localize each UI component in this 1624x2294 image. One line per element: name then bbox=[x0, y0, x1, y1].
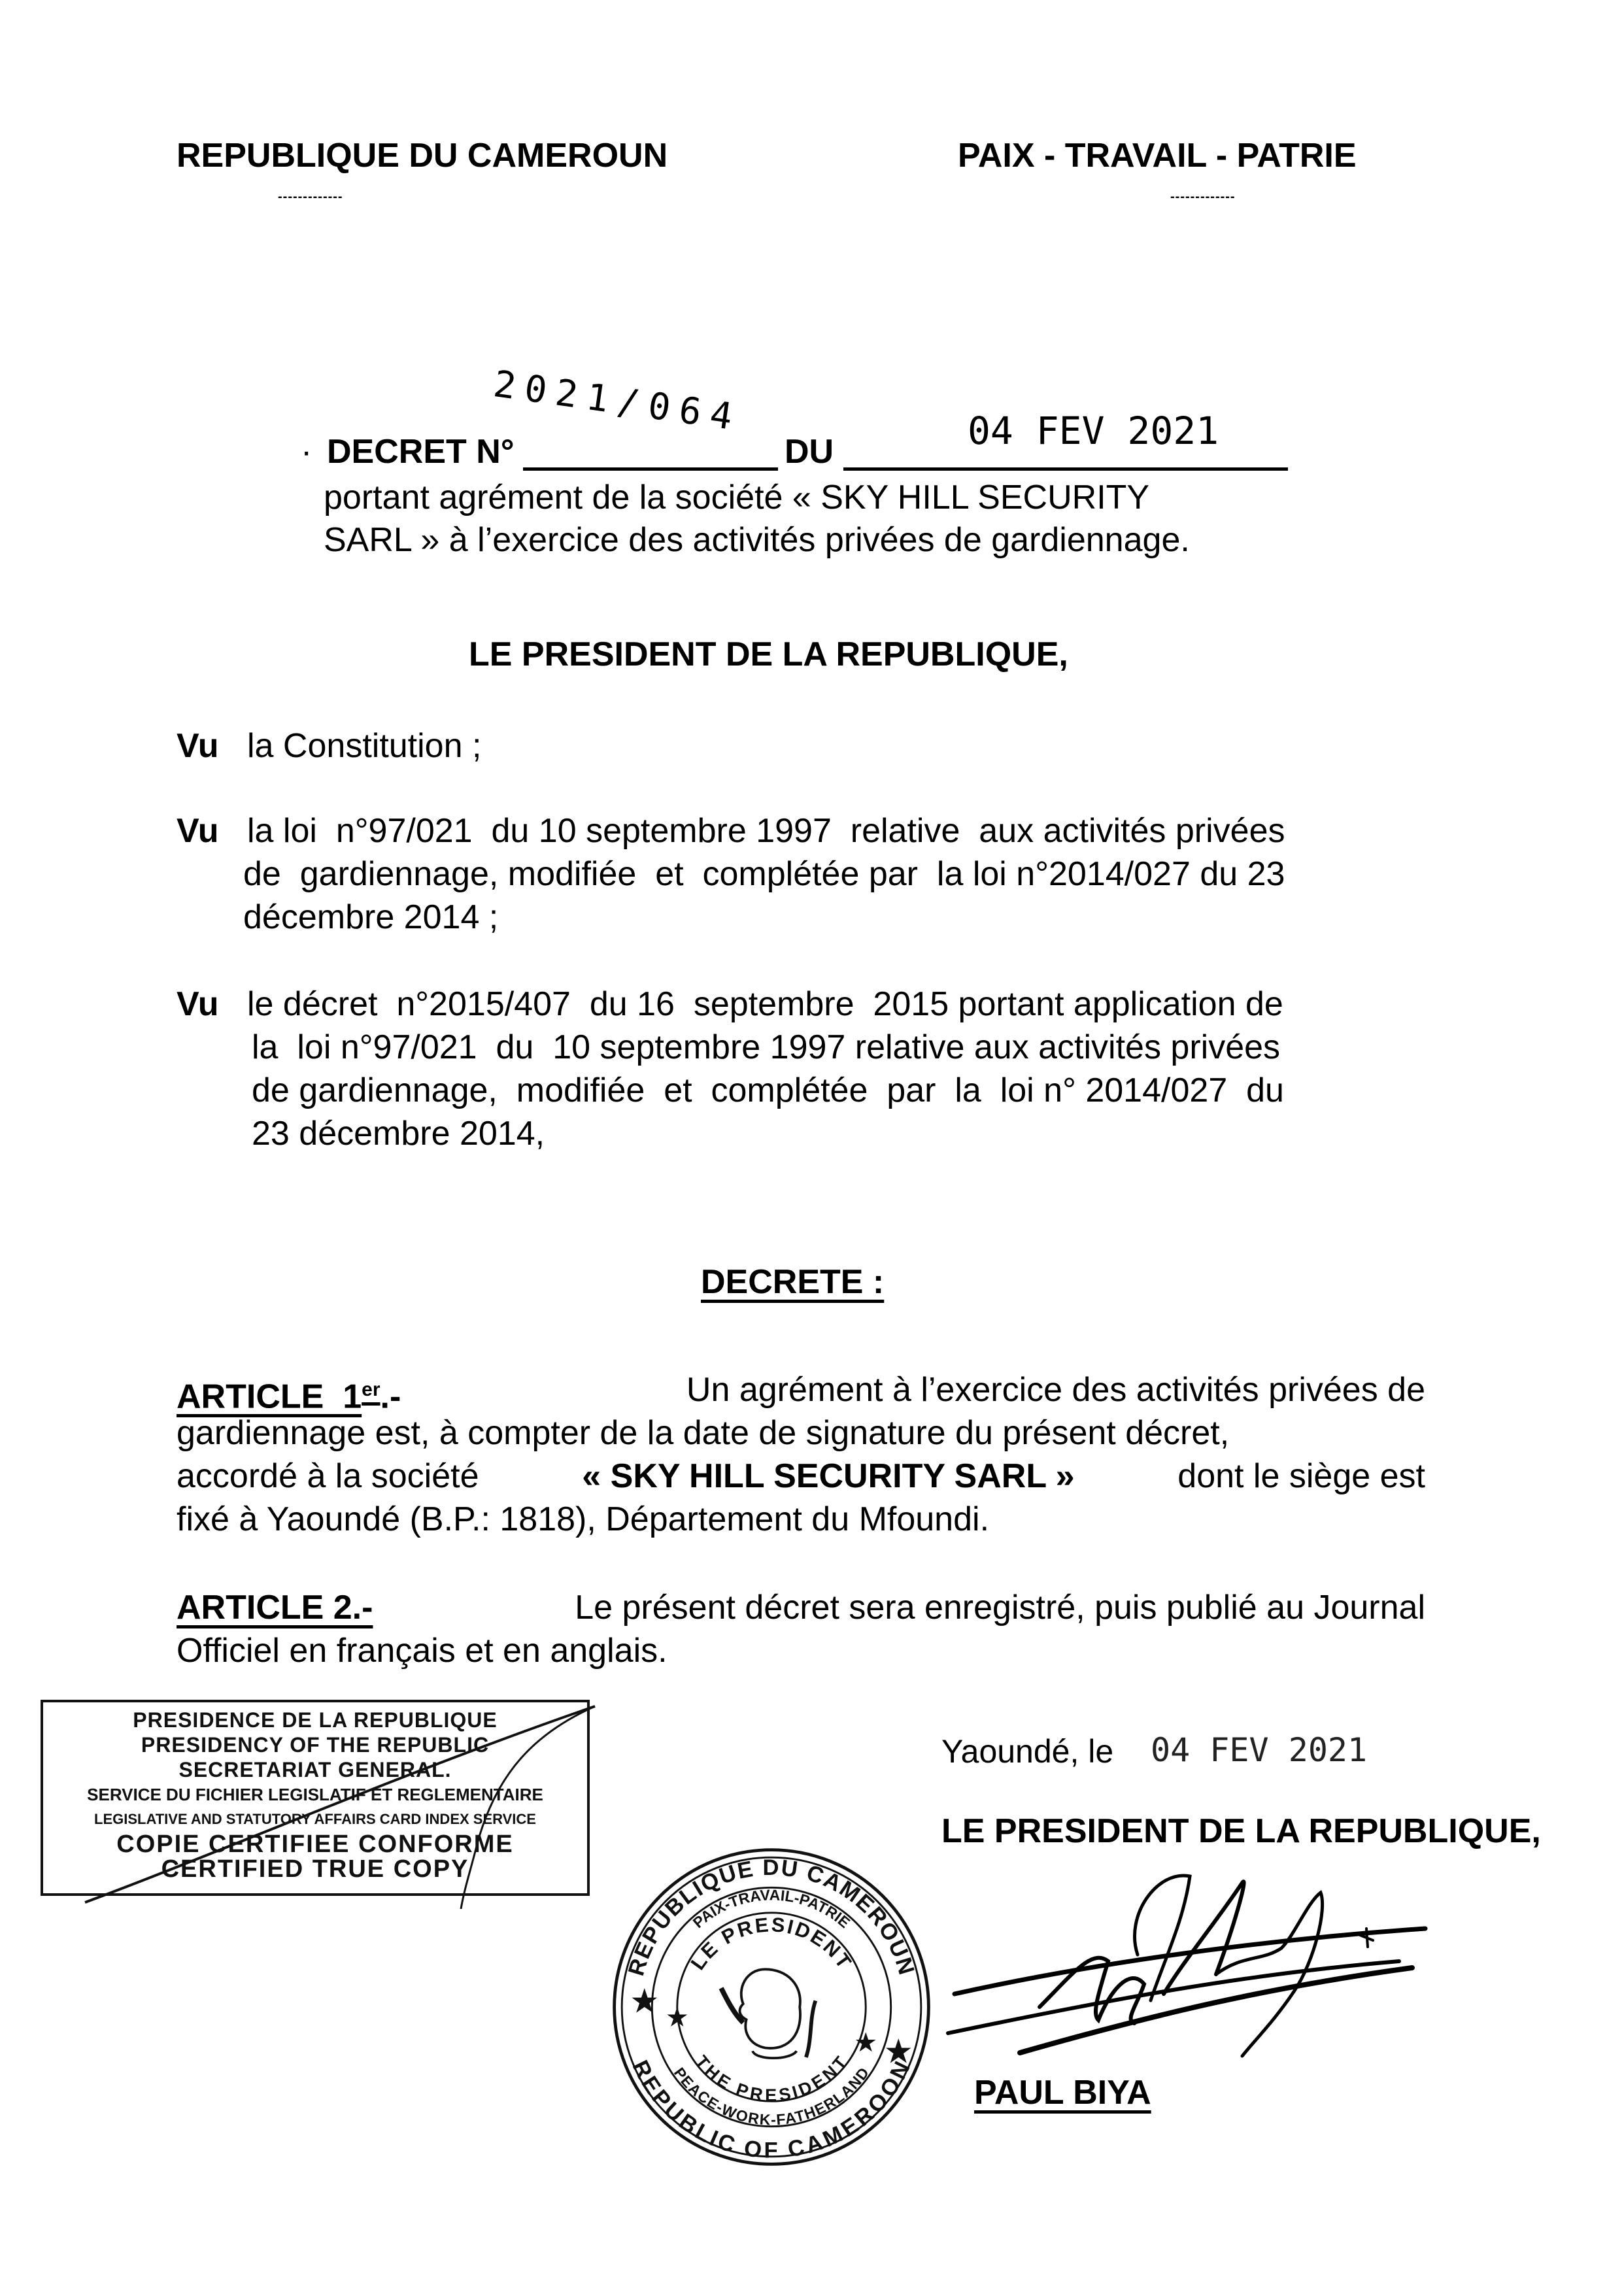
article-2-text: Le présent décret sera enregistré, puis publié au Journal bbox=[575, 1589, 1425, 1627]
vu-decret-line-3: de gardiennage, modifiée et complétée par la loi n° 2014/027 du bbox=[252, 1071, 1284, 1109]
seal-text-inner-top: LE PRESIDENT bbox=[686, 1913, 857, 1974]
vu-prefix: Vu bbox=[177, 985, 219, 1023]
decree-number-stamp: 2021/064 bbox=[490, 363, 745, 440]
president-heading: LE PRESIDENT DE LA REPUBLIQUE, bbox=[469, 635, 1068, 673]
decree-subject-line-2: SARL » à l’exercice des activités privées de gardiennage. bbox=[324, 521, 1190, 559]
decree-subject-line-1: portant agrément de la société « SKY HILL SECURITY bbox=[324, 479, 1150, 516]
stamp-line: PRESIDENCY OF THE REPUBLIC bbox=[141, 1733, 490, 1757]
header-motto: PAIX - TRAVAIL - PATRIE bbox=[958, 137, 1357, 175]
header-country: REPUBLIQUE DU CAMEROUN bbox=[177, 137, 668, 175]
signature-date-stamp: 04 FEV 2021 bbox=[1151, 1731, 1368, 1769]
company-name: « SKY HILL SECURITY SARL » bbox=[582, 1457, 1075, 1495]
stamp-initials-stroke bbox=[78, 1693, 601, 1909]
decrete-heading: DECRETE : bbox=[701, 1263, 885, 1301]
vu-prefix: Vu bbox=[177, 727, 219, 765]
vu-loi-line-2: de gardiennage, modifiée et complétée par la loi n°2014/027 du 23 bbox=[243, 855, 1285, 893]
vu-loi-line-3: décembre 2014 ; bbox=[243, 898, 499, 936]
article-1-label bbox=[177, 1370, 401, 1417]
seal-emblem-profile-icon bbox=[721, 1969, 815, 2058]
stamp-line: PRESIDENCE DE LA REPUBLIQUE bbox=[133, 1708, 498, 1732]
decree-date-label: DU bbox=[785, 433, 834, 471]
article-1-text: accordé à la société bbox=[177, 1457, 479, 1495]
vu-prefix: Vu bbox=[177, 812, 219, 850]
article-1-text: Un agrément à l’exercice des activités privées de bbox=[686, 1371, 1425, 1409]
stamp-line: SECRETARIAT GENERAL. bbox=[178, 1758, 452, 1781]
presidential-seal bbox=[608, 1844, 935, 2170]
header-right-separator: ------------- bbox=[1170, 190, 1236, 204]
seal-star-icons bbox=[632, 1988, 911, 2063]
seal-text-inner-bottom: THE PRESIDENT bbox=[691, 2051, 852, 2106]
article-2-line-1 bbox=[177, 1587, 1425, 1628]
stamp-line: SERVICE DU FICHIER LEGISLATIF ET REGLEMENTAIRE bbox=[87, 1785, 543, 1804]
article-1-text: dont le siège est bbox=[1177, 1457, 1425, 1495]
article-1-label-text: ARTICLE 1 bbox=[177, 1377, 362, 1416]
star-icon bbox=[667, 2007, 687, 2027]
svg-text:REPUBLIQUE DU CAMEROUN bbox=[624, 1855, 919, 1979]
vu-constitution: la Constitution ; bbox=[247, 727, 482, 765]
article-1-line-4: fixé à Yaoundé (B.P.: 1818), Département du Mfoundi. bbox=[177, 1500, 990, 1538]
signature-place-label: Yaoundé, le bbox=[941, 1733, 1114, 1770]
article-1-label-sup: er bbox=[362, 1379, 381, 1400]
header-left-separator: ------------- bbox=[278, 190, 343, 204]
seal-text-outer-bottom: REPUBLIC OF CAMEROON bbox=[627, 2056, 916, 2163]
article-1-line-2: gardiennage est, à compter de la date de signature du présent décret, bbox=[177, 1414, 1230, 1452]
vu-decret-line-1: le décret n°2015/407 du 16 septembre 2015 portant application de bbox=[247, 985, 1283, 1023]
decree-label: DECRET N° bbox=[327, 433, 515, 471]
article-2-line-2: Officiel en français et en anglais. bbox=[177, 1632, 668, 1670]
vu-loi-line-1: la loi n°97/021 du 10 septembre 1997 relative aux activités privées bbox=[247, 812, 1285, 850]
article-1-line-1 bbox=[177, 1370, 1425, 1417]
vu-decret-line-2: la loi n°97/021 du 10 septembre 1997 relative aux activités privées bbox=[252, 1028, 1281, 1066]
seal-text-outer-top: REPUBLIQUE DU CAMEROUN bbox=[624, 1855, 919, 1979]
decree-number-line bbox=[523, 467, 778, 471]
article-2-label: ARTICLE 2.- bbox=[177, 1589, 373, 1627]
seal-text-motto-en: PEACE-WORK-FATHERLAND bbox=[670, 2064, 873, 2129]
decree-bullet: · bbox=[301, 433, 313, 471]
president-signature bbox=[941, 1863, 1438, 2059]
stamp-line: COPIE CERTIFIEE CONFORME bbox=[116, 1830, 514, 1858]
article-1-label-suffix: .- bbox=[380, 1377, 401, 1416]
decree-date-stamp: 04 FEV 2021 bbox=[968, 409, 1219, 453]
signature-title: LE PRESIDENT DE LA REPUBLIQUE, bbox=[941, 1812, 1541, 1850]
vu-decret-line-4: 23 décembre 2014, bbox=[252, 1115, 545, 1153]
seal-text-motto-fr: PAIX-TRAVAIL-PATRIE bbox=[689, 1886, 854, 1932]
stamp-line: LEGISLATIVE AND STATUTORY AFFAIRS CARD INDEX SERVICE bbox=[94, 1811, 536, 1827]
signatory-name: PAUL BIYA bbox=[974, 2074, 1151, 2112]
decree-date-line bbox=[843, 467, 1288, 471]
article-1-line-3 bbox=[177, 1456, 1425, 1496]
stamp-line: CERTIFIED TRUE COPY bbox=[161, 1855, 469, 1883]
